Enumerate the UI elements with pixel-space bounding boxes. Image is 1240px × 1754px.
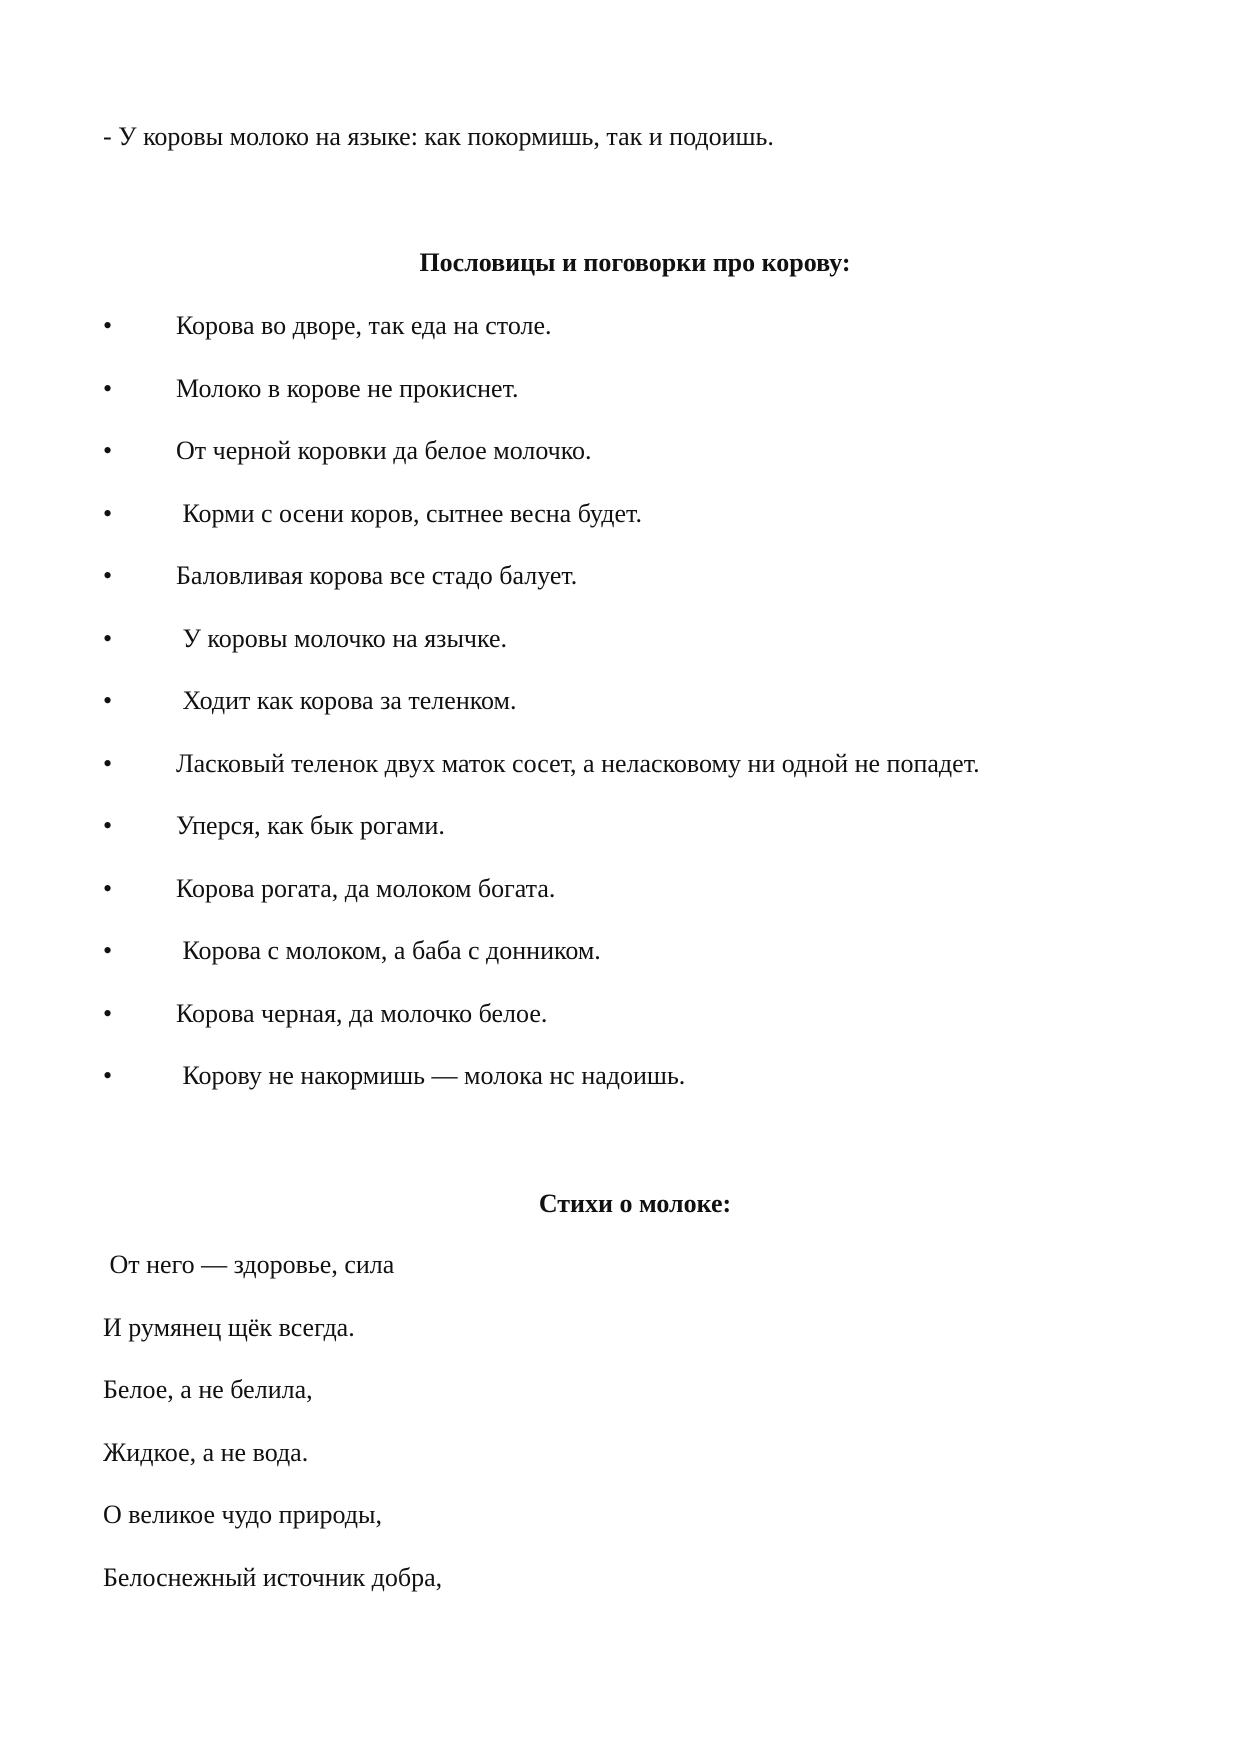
proverb-item: Корми с осени коров, сытнее весна будет. xyxy=(176,499,642,528)
proverb-item: Корова с молоком, а баба с донником. xyxy=(176,936,601,965)
bullet-marker: • xyxy=(103,624,113,653)
proverb-item: От черной коровки да белое молочко. xyxy=(176,436,592,465)
proverb-item: Баловливая корова все стадо балует. xyxy=(176,561,578,590)
proverb-item: Корова черная, да молочко белое. xyxy=(176,999,548,1028)
proverb-item: Корова во дворе, так еда на столе. xyxy=(176,311,552,340)
proverb-item: У коровы молочко на язычке. xyxy=(176,624,508,653)
bullet-marker: • xyxy=(103,1061,113,1090)
bullet-marker: • xyxy=(103,311,113,340)
proverb-item: Молоко в корове не прокиснет. xyxy=(176,374,519,403)
proverb-item: Корова рогата, да молоком богата. xyxy=(176,874,556,903)
proverb-item: Ласковый теленок двух маток сосет, а неласковому ни одной не попадет. xyxy=(176,749,980,778)
proverb-item: Уперся, как бык рогами. xyxy=(176,811,445,840)
bullet-marker: • xyxy=(103,499,113,528)
bullet-marker: • xyxy=(103,749,113,778)
poem-line: Белоснежный источник добра, xyxy=(103,1563,443,1592)
poem-line: И румянец щёк всегда. xyxy=(103,1313,355,1342)
bullet-marker: • xyxy=(103,999,113,1028)
bullet-marker: • xyxy=(103,874,113,903)
bullet-marker: • xyxy=(103,686,113,715)
proverbs-heading: Пословицы и поговорки про корову: xyxy=(419,248,851,277)
proverb-item: Ходит как корова за теленком. xyxy=(176,686,517,715)
proverb-item: Корову не накормишь — молока нс надоишь. xyxy=(176,1061,686,1090)
bullet-marker: • xyxy=(103,811,113,840)
bullet-marker: • xyxy=(103,936,113,965)
intro-line: - У коровы молоко на языке: как покормишь, так и подоишь. xyxy=(103,122,774,151)
bullet-marker: • xyxy=(103,436,113,465)
poem-line: От него — здоровье, сила xyxy=(103,1250,395,1279)
poem-line: Белое, а не белила, xyxy=(103,1375,313,1404)
poem-line: О великое чудо природы, xyxy=(103,1500,382,1529)
bullet-marker: • xyxy=(103,374,113,403)
poem-line: Жидкое, а не вода. xyxy=(103,1438,309,1467)
bullet-marker: • xyxy=(103,561,113,590)
poem-heading: Стихи о молоке: xyxy=(538,1189,732,1218)
